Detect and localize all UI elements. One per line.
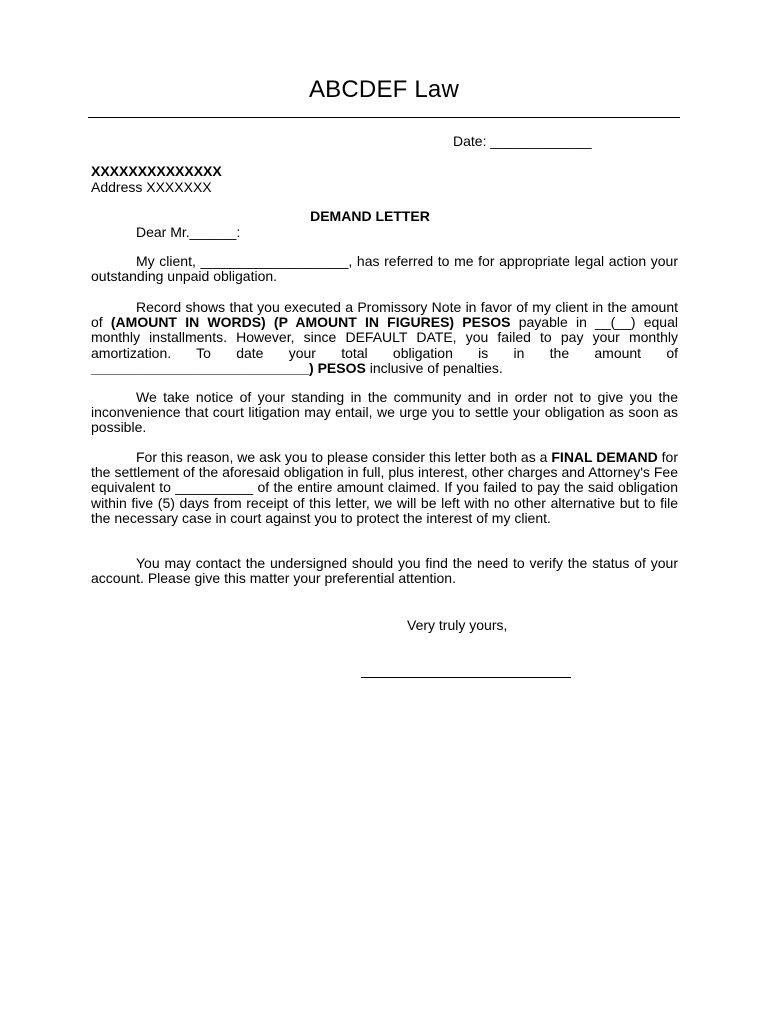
final-demand-bold-run: FINAL DEMAND bbox=[551, 449, 658, 465]
paragraph-text bbox=[91, 450, 678, 526]
amount-bold-run: (AMOUNT IN WORDS) (P AMOUNT IN FIGURES) PESOS bbox=[110, 314, 511, 331]
recipient-name: XXXXXXXXXXXXXX bbox=[91, 163, 222, 179]
header-rule bbox=[88, 117, 680, 118]
signature-line bbox=[361, 677, 571, 678]
paragraph-text: My client, ___________________, has referred to me for appropriate legal action your outstanding unpaid obligation. bbox=[91, 253, 678, 285]
salutation: Dear Mr.______: bbox=[136, 224, 241, 240]
paragraph-community-standing bbox=[91, 390, 678, 436]
paragraph-promissory-note bbox=[91, 300, 678, 376]
paragraph-text bbox=[91, 300, 678, 376]
letter-subject: DEMAND LETTER bbox=[310, 208, 430, 224]
recipient-block bbox=[91, 163, 222, 195]
paragraph-client-referral bbox=[91, 254, 678, 284]
paragraph-contact bbox=[91, 556, 678, 586]
firm-name-heading: ABCDEF Law bbox=[308, 76, 460, 103]
text-run: Record shows that you executed a Promissory Note in favor of my client in the amount of bbox=[91, 299, 678, 331]
closing-line: Very truly yours, bbox=[407, 617, 508, 633]
paragraph-text: You may contact the undersigned should you find the need to verify the status of your account. Please give this matter your preferential attention. bbox=[91, 555, 678, 587]
paragraph-final-demand bbox=[91, 450, 678, 526]
total-pesos-bold-run: ____________________________) PESOS bbox=[91, 359, 366, 376]
recipient-address: Address XXXXXXX bbox=[91, 179, 212, 195]
text-run: For this reason, we ask you to please consider this letter both as a bbox=[136, 449, 552, 465]
text-run: inclusive of penalties. bbox=[365, 359, 503, 376]
text-run: payable in __(__) equal monthly installments. However, since DEFAULT DATE, you failed to pay your monthly amortization. To date your total obligation is in the amount of bbox=[91, 314, 678, 361]
paragraph-text: We take notice of your standing in the community and in order not to give you the inconvenience that court litigation may entail, we urge you to settle your obligation as soon as possible. bbox=[91, 389, 678, 436]
date-line: Date: _____________ bbox=[453, 133, 592, 149]
text-run: for the settlement of the aforesaid obligation in full, plus interest, other charges and Attorney's Fee equivalent to __________ of the entire amount claimed. If you failed to pay the said obligation within five (5) days from receipt of this letter, we will be left with no other alternative but to file the necessary case in court against you to protect the interest of my client. bbox=[91, 449, 678, 526]
